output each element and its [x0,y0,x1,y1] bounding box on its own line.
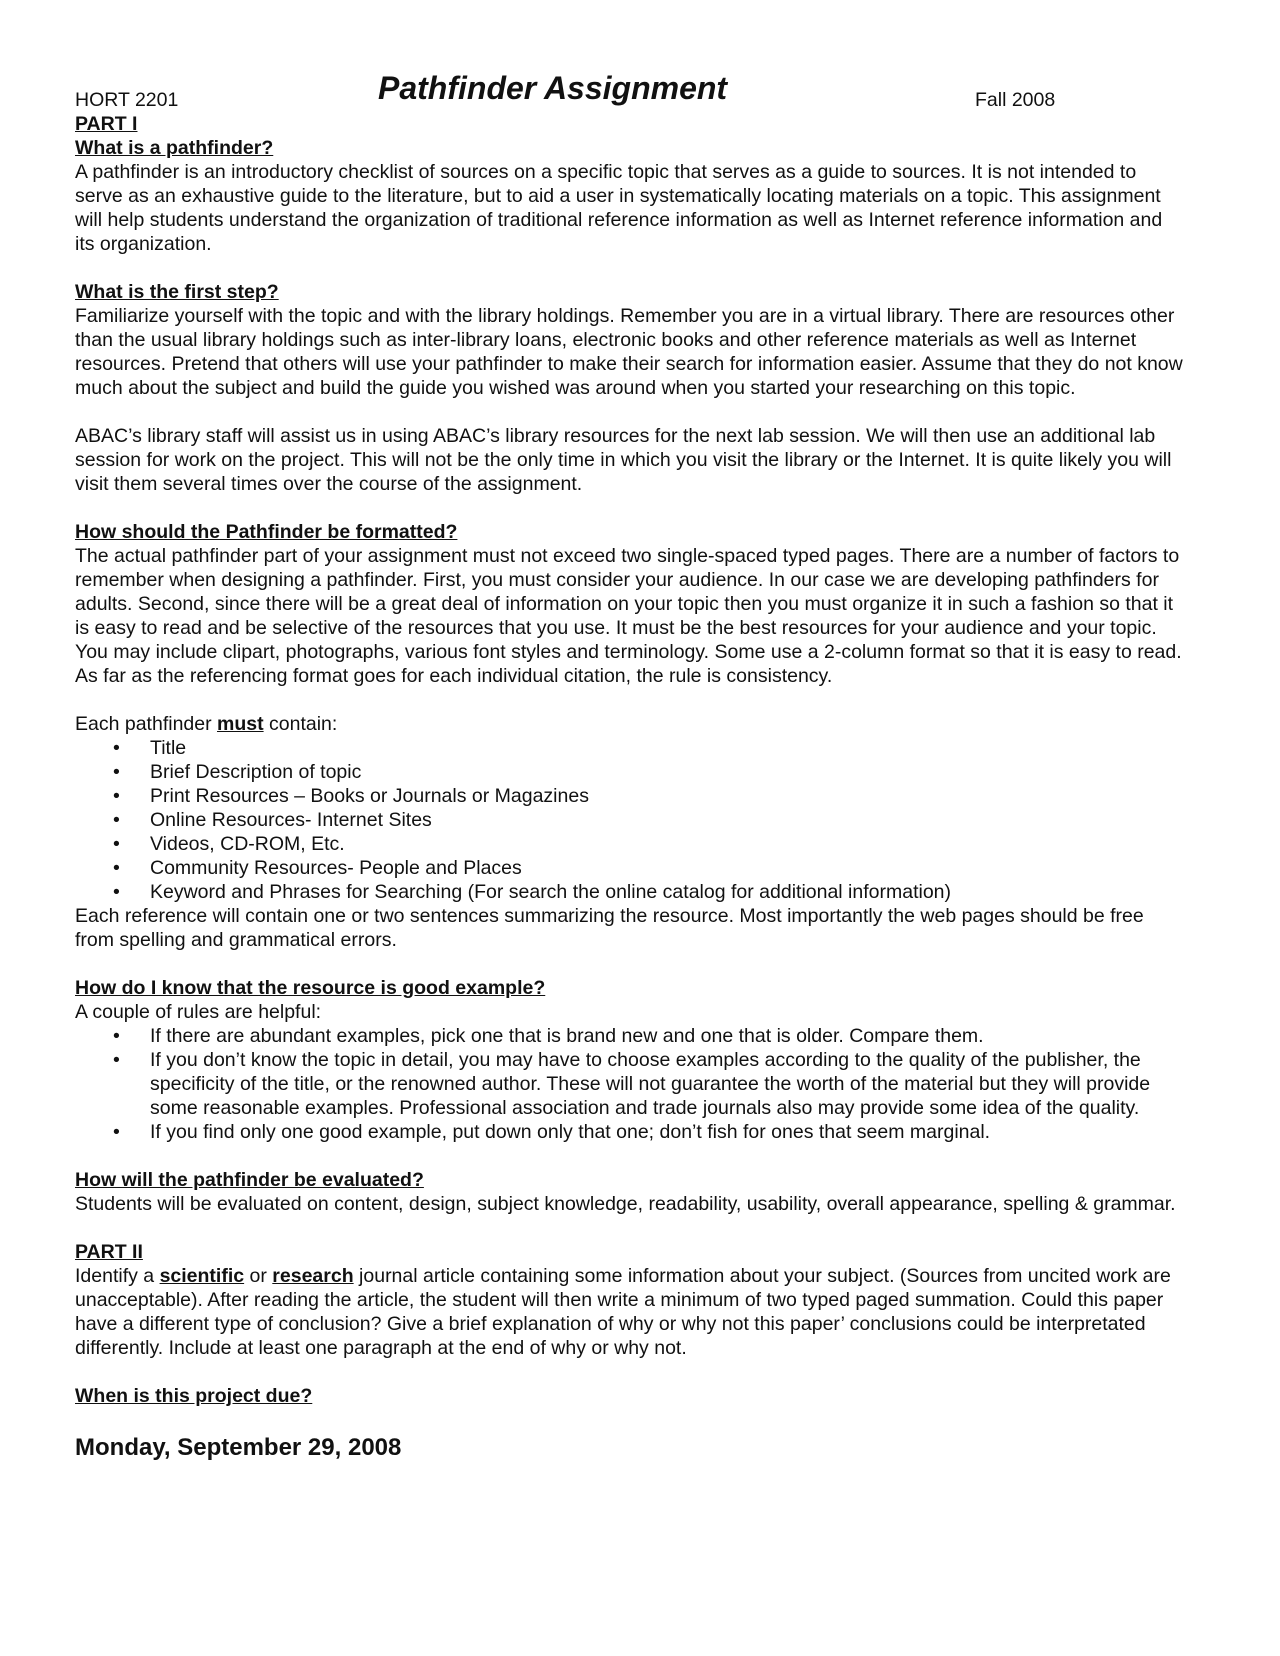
must-contain-list [75,736,1185,904]
paragraph-part-2: Identify a scientific or research journal article containing some information about your subject. (Sources from uncited work are unacceptable). After reading the article, the student will then write a minimum of two typed paged summation. Could this paper have a different type of conclusion? Give a brief explanation of why or why not this paper’ conclusions could be interpretated differently. Include at least one paragraph at the end of why or why not. [75,1265,1171,1359]
list-item: • If you don’t know the topic in detail, you may have to choose examples according to the quality of the publisher, the specificity of the title, or the renowned author. These will not guarantee the worth of the material but they will provide some reasonable examples. Professional association and trade journals also may provide some idea of the quality. [150,1048,1185,1120]
paragraph-library-staff: ABAC’s library staff will assist us in using ABAC’s library resources for the next lab session. We will then use an additional lab session for work on the project. This will not be the only time in which you visit the library or the Internet. It is quite likely you will visit them several times over the course of the assignment. [75,425,1172,495]
list-item: • Keyword and Phrases for Searching (For search the online catalog for additional information) [150,880,1185,904]
list-item: • Community Resources- People and Places [150,856,1185,880]
list-item: • Online Resources- Internet Sites [150,808,1185,832]
question-what-is-pathfinder: What is a pathfinder? [75,137,274,159]
list-item: • Videos, CD-ROM, Etc. [150,832,1185,856]
course-code: HORT 2201 [75,89,179,111]
paragraph-formatting: The actual pathfinder part of your assignment must not exceed two single-spaced typed pages. There are a number of factors to remember when designing a pathfinder. First, you must consider your audience. In our case we are developing pathfinders for adults. Second, since there will be a great deal of information on your topic then you must organize it in such a fashion so that it is easy to read and be selective of the resources that you use. It must be the best resources for your audience and your topic. You may include clipart, photographs, various font styles and terminology. Some use a 2-column format so that it is easy to read. As far as the referencing format goes for each individual citation, the rule is consistency. [75,545,1182,687]
part-1-heading: PART I [75,113,138,135]
document-page [75,70,1185,1461]
due-date: Monday, September 29, 2008 [75,1434,402,1461]
document-title: Pathfinder Assignment [378,70,728,106]
document-header [75,70,1185,112]
list-item: • If you find only one good example, put down only that one; don’t fish for ones that seem marginal. [150,1120,1185,1144]
question-first-step: What is the first step? [75,281,279,303]
must-contain-intro: Each pathfinder must contain: [75,713,338,735]
question-due-date: When is this project due? [75,1385,313,1407]
paragraph-definition: A pathfinder is an introductory checklist of sources on a specific topic that serves as a guide to sources. It is not intended to serve as an exhaustive guide to the literature, but to aid a user in systematically locating materials on a topic. This assignment will help students understand the organization of traditional reference information as well as Internet reference information and its organization. [75,161,1163,255]
question-evaluation: How will the pathfinder be evaluated? [75,1169,424,1191]
list-item: • If there are abundant examples, pick one that is brand new and one that is older. Compare them. [150,1024,1185,1048]
list-item: • Print Resources – Books or Journals or Magazines [150,784,1185,808]
paragraph-evaluation: Students will be evaluated on content, design, subject knowledge, readability, usability, overall appearance, spelling & grammar. [75,1193,1176,1215]
question-good-example: How do I know that the resource is good example? [75,977,546,999]
rules-list [75,1024,1185,1144]
list-item: • Brief Description of topic [150,760,1185,784]
paragraph-first-step: Familiarize yourself with the topic and with the library holdings. Remember you are in a virtual library. There are resources other than the usual library holdings such as inter-library loans, electronic books and other reference materials as well as Internet resources. Pretend that others will use your pathfinder to make their search for information easier. Assume that they do not know much about the subject and build the guide you wished was around when you started your researching on this topic. [75,305,1183,399]
list-item: • Title [150,736,1185,760]
paragraph-rules-intro: A couple of rules are helpful: [75,1001,322,1023]
question-formatting: How should the Pathfinder be formatted? [75,521,458,543]
paragraph-references: Each reference will contain one or two sentences summarizing the resource. Most importantly the web pages should be free from spelling and grammatical errors. [75,905,1144,951]
term-label: Fall 2008 [975,89,1056,111]
part-2-heading: PART II [75,1241,143,1263]
